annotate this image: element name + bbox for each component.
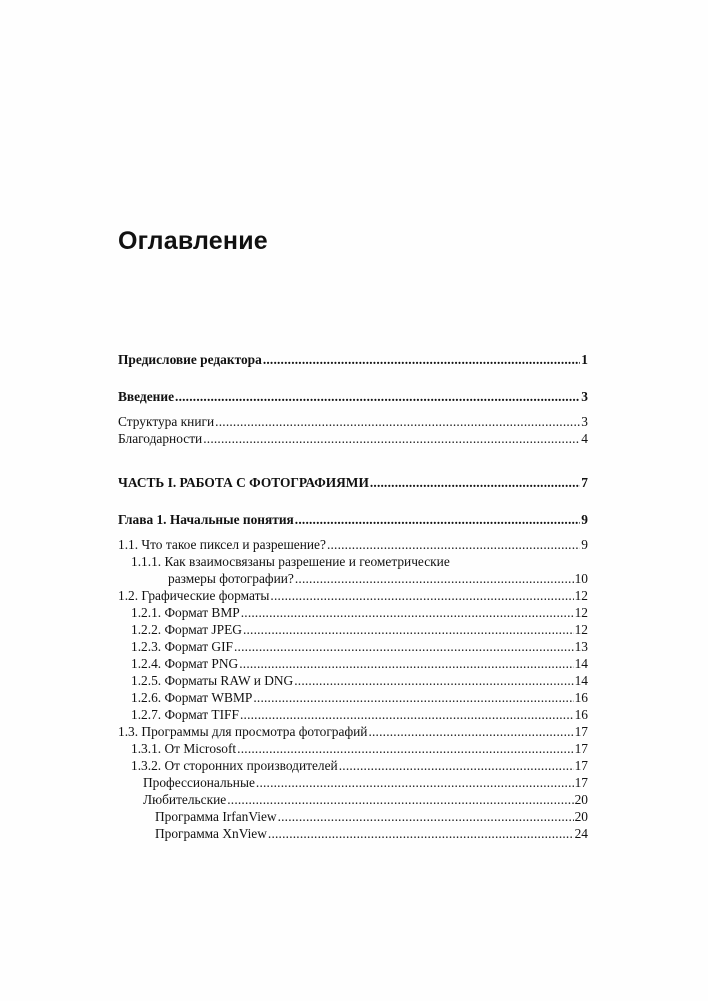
toc-entry-label: Предисловие редактора — [118, 352, 262, 367]
toc-entry-label: Профессиональные — [143, 775, 255, 790]
toc-entry-page: 17 — [574, 741, 588, 756]
toc-entry-1-2 — [118, 588, 588, 604]
toc-entry-xnview — [155, 826, 588, 842]
toc-entry-page: 24 — [574, 826, 588, 841]
toc-entry-part-1 — [118, 475, 588, 491]
toc-entry-1-2-4 — [131, 656, 588, 672]
toc-entry-label: Любительские — [143, 792, 227, 807]
leader-dots — [203, 431, 580, 447]
leader-dots — [175, 389, 580, 405]
toc-entry-label: Программа XnView — [155, 826, 267, 841]
toc-entry-preface — [118, 352, 588, 368]
toc-entry-1-2-1 — [131, 605, 588, 621]
toc-entry-label: 1.2.3. Формат GIF — [131, 639, 233, 654]
toc-entry-1-3 — [118, 724, 588, 740]
toc-entry-1-1-1 — [131, 554, 588, 570]
leader-dots — [278, 809, 574, 825]
toc-entry-1-1 — [118, 537, 588, 553]
toc-entry-label: 1.1.1. Как взаимосвязаны разрешение и геометрические — [131, 554, 450, 569]
leader-dots — [215, 414, 580, 430]
leader-dots — [370, 475, 580, 491]
toc-entry-chapter-1 — [118, 512, 588, 528]
toc-entry-label: 1.2.6. Формат WBMP — [131, 690, 253, 705]
leader-dots — [241, 605, 574, 621]
toc-entry-page: 10 — [574, 571, 588, 586]
leader-dots — [234, 639, 574, 655]
leader-dots — [295, 512, 581, 528]
leader-dots — [294, 673, 573, 689]
leader-dots — [295, 571, 574, 587]
toc-entry-1-1-1-continued — [168, 571, 588, 587]
toc-entry-page: 14 — [574, 673, 588, 688]
leader-dots — [239, 656, 573, 672]
toc-entry-label: 1.2.5. Форматы RAW и DNG — [131, 673, 294, 688]
leader-dots — [256, 775, 574, 791]
toc-entry-page: 12 — [574, 605, 588, 620]
toc-entry-label: Благодарности — [118, 431, 203, 446]
leader-dots — [240, 707, 574, 723]
toc-entry-label: Структура книги — [118, 414, 215, 429]
toc-entry-page: 16 — [574, 690, 588, 705]
toc-entry-page: 9 — [581, 537, 588, 552]
toc-entry-page: 4 — [581, 431, 588, 446]
toc-entry-introduction — [118, 389, 588, 405]
leader-dots — [237, 741, 573, 757]
toc-entry-label-continued: размеры фотографии? — [168, 571, 294, 586]
toc-entry-page: 3 — [581, 389, 588, 404]
leader-dots — [268, 826, 574, 842]
toc-entry-1-2-2 — [131, 622, 588, 638]
toc-entry-page: 9 — [581, 512, 588, 527]
toc-entry-label: 1.2.1. Формат BMP — [131, 605, 240, 620]
toc-entry-label: 1.1. Что такое пиксел и разрешение? — [118, 537, 326, 552]
leader-dots — [327, 537, 580, 553]
toc-entry-1-2-5 — [131, 673, 588, 689]
toc-entry-professional — [143, 775, 588, 791]
toc-entry-label: Введение — [118, 389, 175, 404]
toc-entry-page: 7 — [581, 475, 588, 490]
toc-entry-page: 12 — [574, 588, 588, 603]
toc-entry-label: 1.2.2. Формат JPEG — [131, 622, 242, 637]
toc-entry-page: 17 — [574, 758, 588, 773]
toc-entry-label: 1.2.7. Формат TIFF — [131, 707, 239, 722]
toc-entry-label: 1.3. Программы для просмотра фотографий — [118, 724, 368, 739]
leader-dots — [263, 352, 580, 368]
toc-entry-label: 1.3.2. От сторонних производителей — [131, 758, 338, 773]
toc-entry-page: 14 — [574, 656, 588, 671]
toc-entry-1-2-6 — [131, 690, 588, 706]
toc-entry-label: ЧАСТЬ I. РАБОТА С ФОТОГРАФИЯМИ — [118, 475, 369, 490]
toc-entry-acknowledgements — [118, 431, 588, 447]
leader-dots — [368, 724, 573, 740]
toc-entry-1-3-1 — [131, 741, 588, 757]
toc-entry-page: 17 — [574, 724, 588, 739]
toc-entry-book-structure — [118, 414, 588, 430]
toc-entry-label: 1.3.1. От Microsoft — [131, 741, 237, 756]
toc-entry-page: 3 — [581, 414, 588, 429]
leader-dots — [339, 758, 574, 774]
toc-entry-page: 12 — [574, 622, 588, 637]
leader-dots — [253, 690, 573, 706]
toc-entry-page: 17 — [574, 775, 588, 790]
toc-entry-label: Программа IrfanView — [155, 809, 277, 824]
leader-dots — [243, 622, 574, 638]
toc-entry-page: 13 — [574, 639, 588, 654]
toc-entry-label: 1.2. Графические форматы — [118, 588, 270, 603]
toc-entry-page: 1 — [581, 352, 588, 367]
toc-entry-amateur — [143, 792, 588, 808]
leader-dots — [270, 588, 573, 604]
toc-entry-irfanview — [155, 809, 588, 825]
leader-dots — [227, 792, 573, 808]
page-title: Оглавление — [118, 227, 268, 255]
toc-entry-1-2-7 — [131, 707, 588, 723]
toc-entry-page: 20 — [574, 809, 588, 824]
toc-entry-1-3-2 — [131, 758, 588, 774]
toc-entry-page: 20 — [574, 792, 588, 807]
toc-entry-label: 1.2.4. Формат PNG — [131, 656, 239, 671]
toc-entry-label: Глава 1. Начальные понятия — [118, 512, 294, 527]
toc-entry-page: 16 — [574, 707, 588, 722]
toc-entry-1-2-3 — [131, 639, 588, 655]
